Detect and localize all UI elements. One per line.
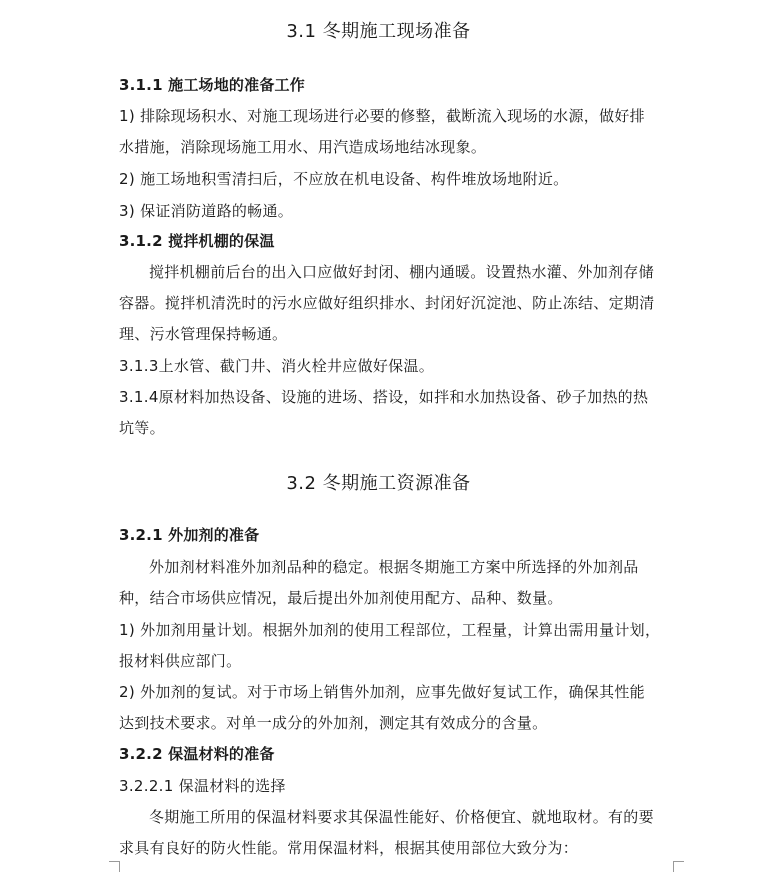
paragraph-line: 3.1.4原材料加热设备、设施的进场、搭设，如拌和水加热设备、砂子加热的热 [119,388,649,406]
paragraph-line: 1) 外加剂用量计划。根据外加剂的使用工程部位，工程量，计算出需用量计划， [119,621,661,639]
paragraph-line: 坑等。 [119,419,165,437]
section-heading-3-2: 3.2 冬期施工资源准备 [286,473,471,494]
paragraph-line: 3.1.3上水管、截门井、消火栓井应做好保温。 [119,357,435,375]
paragraph-line: 种，结合市场供应情况，最后提出外加剂使用配方、品种、数量。 [119,589,563,607]
subsection-title-3-1-1: 3.1.1 施工场地的准备工作 [119,76,305,94]
paragraph-line: 2) 施工场地积雪清扫后，不应放在机电设备、构件堆放场地附近。 [119,170,569,188]
paragraph-line: 冬期施工所用的保温材料要求其保温性能好、价格便宜、就地取材。有的要 [149,808,654,826]
paragraph-line: 水措施，消除现场施工用水、用汽造成场地结冰现象。 [119,138,487,156]
paragraph-line: 3.2.2.1 保温材料的选择 [119,777,286,795]
page-margin-marker [673,861,684,872]
paragraph-line: 3) 保证消防道路的畅通。 [119,202,294,220]
paragraph-line: 1) 排除现场积水、对施工现场进行必要的修整，截断流入现场的水源，做好排 [119,107,645,125]
section-heading-3-1: 3.1 冬期施工现场准备 [286,21,471,42]
page-margin-marker [109,861,120,872]
paragraph-line: 理、污水管理保持畅通。 [119,325,288,343]
paragraph-line: 搅拌机棚前后台的出入口应做好封闭、棚内通暖。设置热水灌、外加剂存储 [149,263,654,281]
subsection-title-3-2-1: 3.2.1 外加剂的准备 [119,526,260,544]
subsection-title-3-2-2: 3.2.2 保温材料的准备 [119,745,275,763]
subsection-title-3-1-2: 3.1.2 搅拌机棚的保温 [119,232,275,250]
paragraph-line: 求具有良好的防火性能。常用保温材料，根据其使用部位大致分为： [119,839,579,857]
paragraph-line: 达到技术要求。对单一成分的外加剂，测定其有效成分的含量。 [119,714,548,732]
paragraph-line: 2) 外加剂的复试。对于市场上销售外加剂，应事先做好复试工作，确保其性能 [119,683,645,701]
paragraph-line: 报材料供应部门。 [119,652,242,670]
paragraph-line: 容器。搅拌机清洗时的污水应做好组织排水、封闭好沉淀池、防止冻结、定期清 [119,294,655,312]
paragraph-line: 外加剂材料准外加剂品种的稳定。根据冬期施工方案中所选择的外加剂品 [149,558,639,576]
